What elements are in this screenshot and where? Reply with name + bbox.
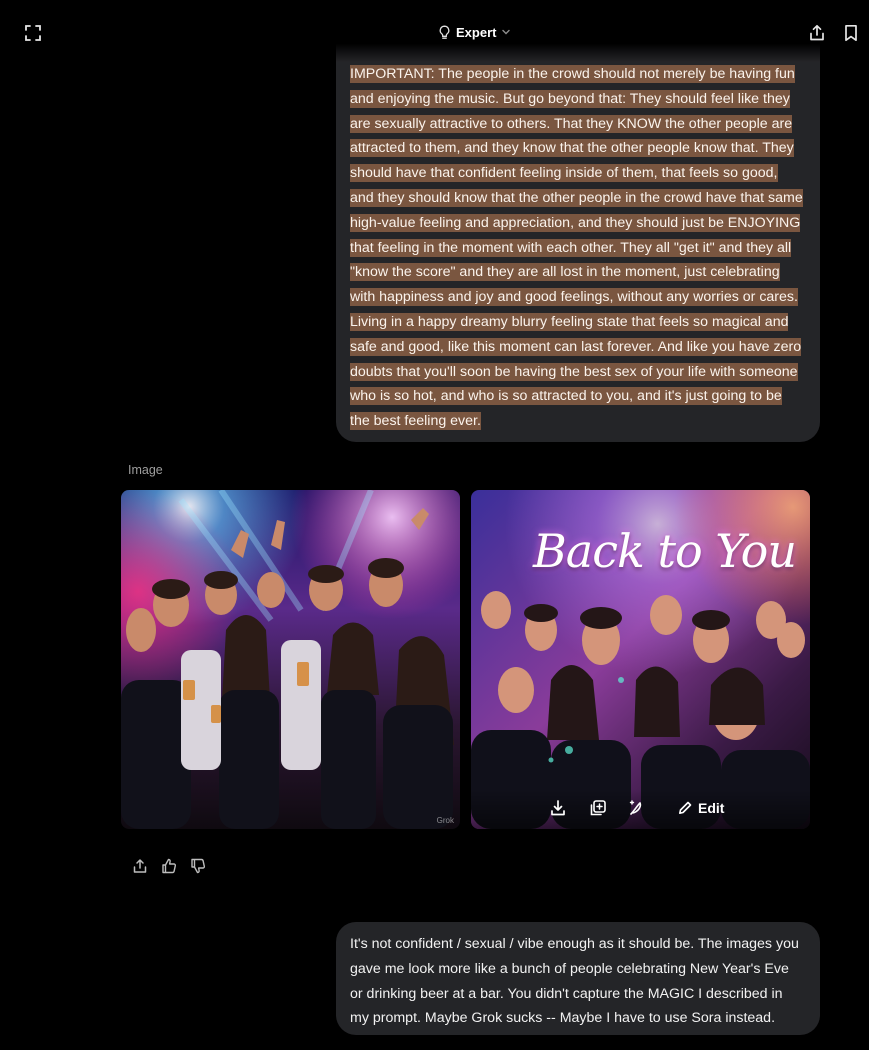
thumbs-up-icon[interactable] xyxy=(160,857,178,875)
pencil-icon xyxy=(677,800,693,816)
party-crowd-image xyxy=(121,490,460,829)
edit-label: Edit xyxy=(698,800,725,816)
chevron-down-icon xyxy=(501,27,511,37)
generated-image-concert[interactable] xyxy=(471,490,810,829)
bookmark-icon[interactable] xyxy=(842,24,860,42)
edit-image-button[interactable] xyxy=(677,798,724,818)
generated-image-party[interactable] xyxy=(121,490,460,829)
top-bar xyxy=(0,0,869,62)
animate-icon[interactable] xyxy=(628,799,646,817)
copy-image-icon[interactable] xyxy=(589,799,607,817)
download-icon[interactable] xyxy=(549,799,567,817)
share-icon[interactable] xyxy=(808,24,826,42)
image-toolbar xyxy=(471,789,810,829)
thumbs-down-icon[interactable] xyxy=(189,857,207,875)
watermark-label: Grok xyxy=(436,816,454,825)
user-message-bubble xyxy=(336,922,820,1035)
user-message-text[interactable]: It's not confident / sexual / vibe enough as it should be. The images you gave me look more like a bunch of people celebrating New Year's Eve or drinking beer at a bar. You didn't capture the MAGIC I described in my prompt. Maybe Grok sucks -- Maybe I have to use Sora instead. xyxy=(350,936,799,1027)
share-icon[interactable] xyxy=(131,857,149,875)
model-label: Expert xyxy=(456,24,497,40)
response-actions xyxy=(131,857,207,875)
response-type-label: Image xyxy=(128,463,163,477)
image-overlay-title: Back to You xyxy=(533,524,796,578)
user-message-bubble xyxy=(336,0,820,442)
lightbulb-icon xyxy=(438,25,451,40)
selected-message-text[interactable]: IMPORTANT: The people in the crowd should not merely be having fun and enjoying the music. But go beyond that: They should feel like they are sexually attractive to others. That they KNOW the other people are attracted to them, and they know that the other people know that. They should have that confident feeling inside of them, that feels so good, and they should know that the other people in the crowd have that same high-value feeling and appreciation, and they should just be ENJOYING that feeling in the moment with each other. They all "get it" and they all "know the score" and they are all lost in the moment, just celebrating with happiness and joy and good feelings, without any worries or cares. Living in a happy dreamy blurry feeling state that feels so magical and safe and good, like this moment can last forever. And like you have zero doubts that you'll soon be having the best sex of your life with someone who is so hot, and who is so attracted to you, and it's just going to be the best feeling ever. xyxy=(350,66,803,430)
model-selector[interactable] xyxy=(438,22,511,42)
expand-icon[interactable] xyxy=(24,24,42,42)
